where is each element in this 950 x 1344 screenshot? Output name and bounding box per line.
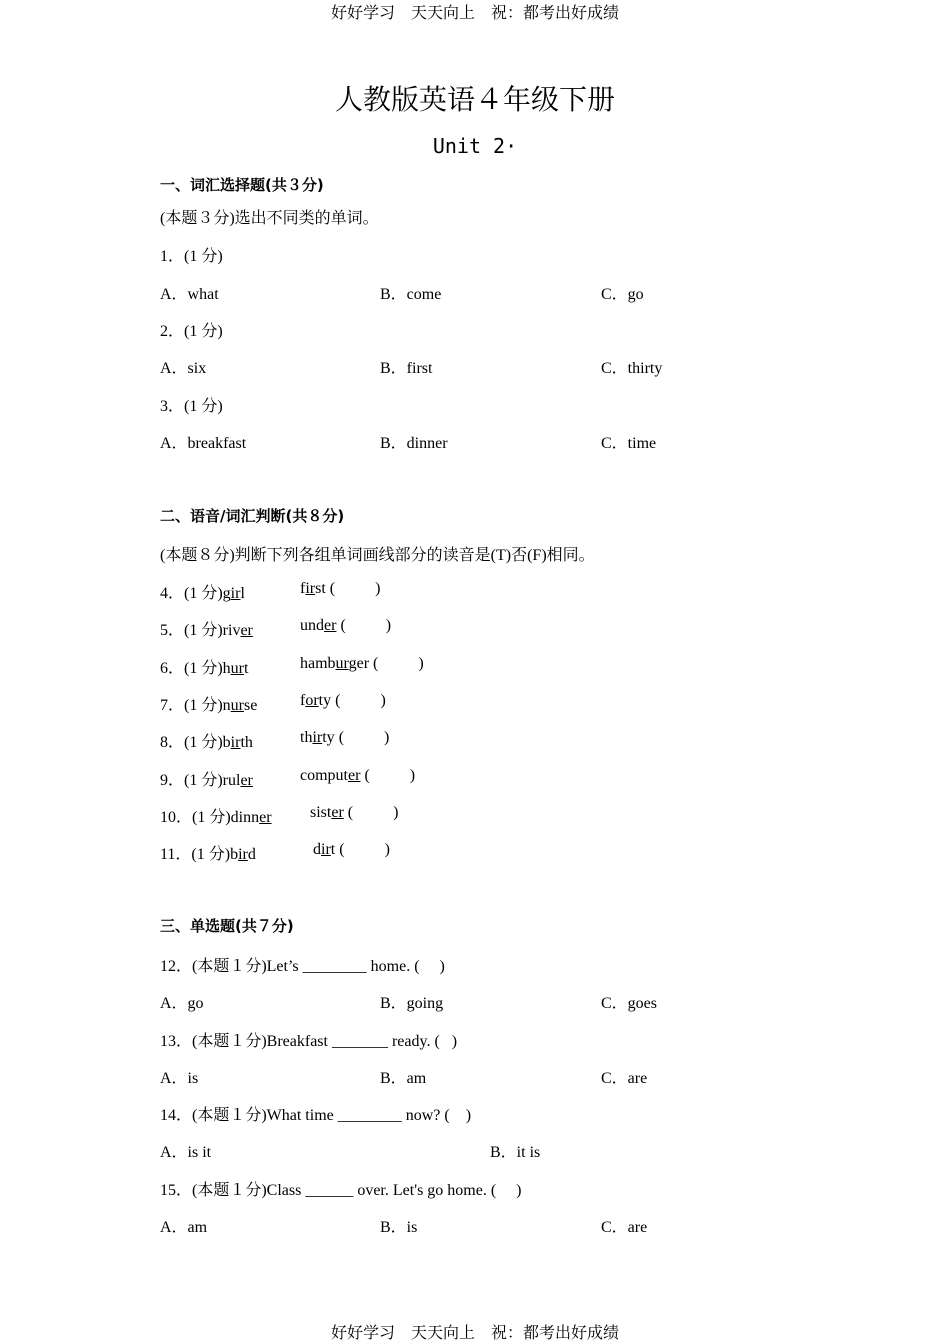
judgement-item: [160, 655, 248, 678]
word-part: st: [315, 580, 326, 597]
underlined-letters: ur: [335, 655, 349, 672]
answer-blank[interactable]: ( ): [335, 841, 390, 858]
unit-subtitle: Unit 2·: [432, 134, 518, 158]
comparison-word: [300, 617, 391, 635]
option-a[interactable]: A．six: [160, 360, 207, 377]
judgement-item: [160, 841, 256, 864]
option-c[interactable]: C．are: [601, 1070, 648, 1087]
underlined-letters: ir: [305, 580, 316, 597]
word-part: t: [330, 841, 336, 858]
page-footer: 好好学习 天天向上 祝：都考出好成绩: [330, 1325, 619, 1342]
section-2-heading: 二、语音/词汇判断(共８分): [160, 507, 345, 525]
option-b[interactable]: B．going: [380, 995, 444, 1012]
word-part: f: [300, 580, 306, 597]
judgement-item: [160, 767, 253, 790]
word-part: d: [247, 846, 256, 863]
word-part: t: [244, 660, 249, 677]
word-part: h: [222, 660, 231, 677]
question-number: 4．(1 分): [160, 585, 223, 602]
option-a[interactable]: A．am: [160, 1219, 208, 1236]
comparison-word: [300, 767, 415, 785]
underlined-letters: ir: [312, 729, 323, 746]
word-part: ty: [322, 729, 335, 746]
section-3-heading: 三、单选题(共７分): [160, 917, 294, 935]
question-stem: 14．(本题１分)What time ________ now? ( ): [160, 1107, 472, 1124]
underlined-letters: er: [240, 622, 253, 639]
option-b[interactable]: B．first: [380, 360, 433, 377]
judgement-item: [160, 617, 253, 640]
question-number: 8．(1 分): [160, 734, 223, 751]
word-part: d: [313, 841, 321, 858]
word-part: dinn: [230, 809, 260, 826]
question-stem: 15．(本题１分)Class ______ over. Let's go home. ( ): [160, 1182, 522, 1199]
underlined-letters: ur: [230, 697, 244, 714]
underlined-letters: er: [348, 767, 361, 784]
option-a[interactable]: A．is it: [160, 1144, 212, 1161]
page-title: 人教版英语４年级下册: [334, 83, 615, 116]
answer-blank[interactable]: ( ): [343, 804, 399, 821]
question-number: 6．(1 分): [160, 660, 223, 677]
comparison-word: [300, 692, 386, 710]
word-part: th: [300, 729, 313, 746]
answer-blank[interactable]: ( ): [331, 692, 386, 709]
underlined-letters: er: [240, 772, 253, 789]
word-part: ger: [348, 655, 370, 672]
page-header: 好好学习 天天向上 祝：都考出好成绩: [330, 5, 619, 22]
question-number: 1．(1 分): [160, 248, 223, 265]
answer-blank[interactable]: ( ): [325, 580, 381, 597]
section-1-heading: 一、词汇选择题(共３分): [160, 176, 324, 194]
answer-blank[interactable]: ( ): [360, 767, 416, 784]
word-part: b: [230, 846, 239, 863]
option-c[interactable]: C．are: [601, 1219, 648, 1236]
comparison-word: [310, 804, 398, 822]
question-number: 7．(1 分): [160, 697, 223, 714]
option-b[interactable]: B．it is: [490, 1144, 541, 1161]
word-part: rul: [222, 772, 241, 789]
question-stem: 12．(本题１分)Let’s ________ home. ( ): [160, 958, 445, 975]
underlined-letters: ir: [321, 841, 331, 858]
word-part: hamb: [300, 655, 336, 672]
underlined-letters: ir: [230, 734, 241, 751]
underlined-letters: ir: [230, 585, 241, 602]
word-part: n: [222, 697, 231, 714]
word-part: l: [240, 585, 245, 602]
option-a[interactable]: A．go: [160, 995, 204, 1012]
option-b[interactable]: B．am: [380, 1070, 427, 1087]
option-c[interactable]: C．go: [601, 286, 644, 303]
word-part: f: [300, 692, 306, 709]
option-a[interactable]: A．what: [160, 286, 219, 303]
comparison-word: [300, 580, 380, 598]
option-a[interactable]: A．is: [160, 1070, 199, 1087]
question-number: 5．(1 分): [160, 622, 223, 639]
underlined-letters: or: [305, 692, 319, 709]
option-b[interactable]: B．is: [380, 1219, 418, 1236]
answer-blank[interactable]: ( ): [334, 729, 390, 746]
word-part: b: [222, 734, 231, 751]
judgement-item: [160, 692, 257, 715]
option-b[interactable]: B．come: [380, 286, 442, 303]
option-c[interactable]: C．thirty: [601, 360, 663, 377]
question-number: 3．(1 分): [160, 398, 223, 415]
judgement-item: [160, 580, 245, 603]
underlined-letters: er: [331, 804, 344, 821]
word-part: riv: [222, 622, 241, 639]
answer-blank[interactable]: ( ): [369, 655, 424, 672]
comparison-word: [313, 841, 390, 859]
underlined-letters: er: [259, 809, 272, 826]
underlined-letters: er: [324, 617, 337, 634]
option-c[interactable]: C．goes: [601, 995, 658, 1012]
judgement-item: [160, 804, 272, 827]
underlined-letters: ir: [238, 846, 248, 863]
word-part: und: [300, 617, 324, 634]
section-2-instruction: (本题８分)判断下列各组单词画线部分的读音是(T)否(F)相同。: [160, 547, 595, 564]
section-1-instruction: (本题３分)选出不同类的单词。: [160, 210, 379, 227]
word-part: se: [244, 697, 258, 714]
question-number: 10．(1 分): [160, 809, 231, 826]
judgement-item: [160, 729, 253, 752]
comparison-word: [300, 729, 389, 747]
word-part: comput: [300, 767, 348, 784]
question-number: 9．(1 分): [160, 772, 223, 789]
word-part: th: [240, 734, 253, 751]
question-number: 2．(1 分): [160, 323, 223, 340]
question-number: 11．(1 分): [160, 846, 231, 863]
word-part: sist: [310, 804, 332, 821]
answer-blank[interactable]: ( ): [336, 617, 392, 634]
word-part: g: [222, 585, 231, 602]
underlined-letters: ur: [230, 660, 244, 677]
question-stem: 13．(本题１分)Breakfast _______ ready. ( ): [160, 1033, 458, 1050]
option-a[interactable]: A．breakfast: [160, 435, 247, 452]
option-c[interactable]: C．time: [601, 435, 657, 452]
comparison-word: [300, 655, 424, 673]
option-b[interactable]: B．dinner: [380, 435, 448, 452]
word-part: ty: [318, 692, 332, 709]
